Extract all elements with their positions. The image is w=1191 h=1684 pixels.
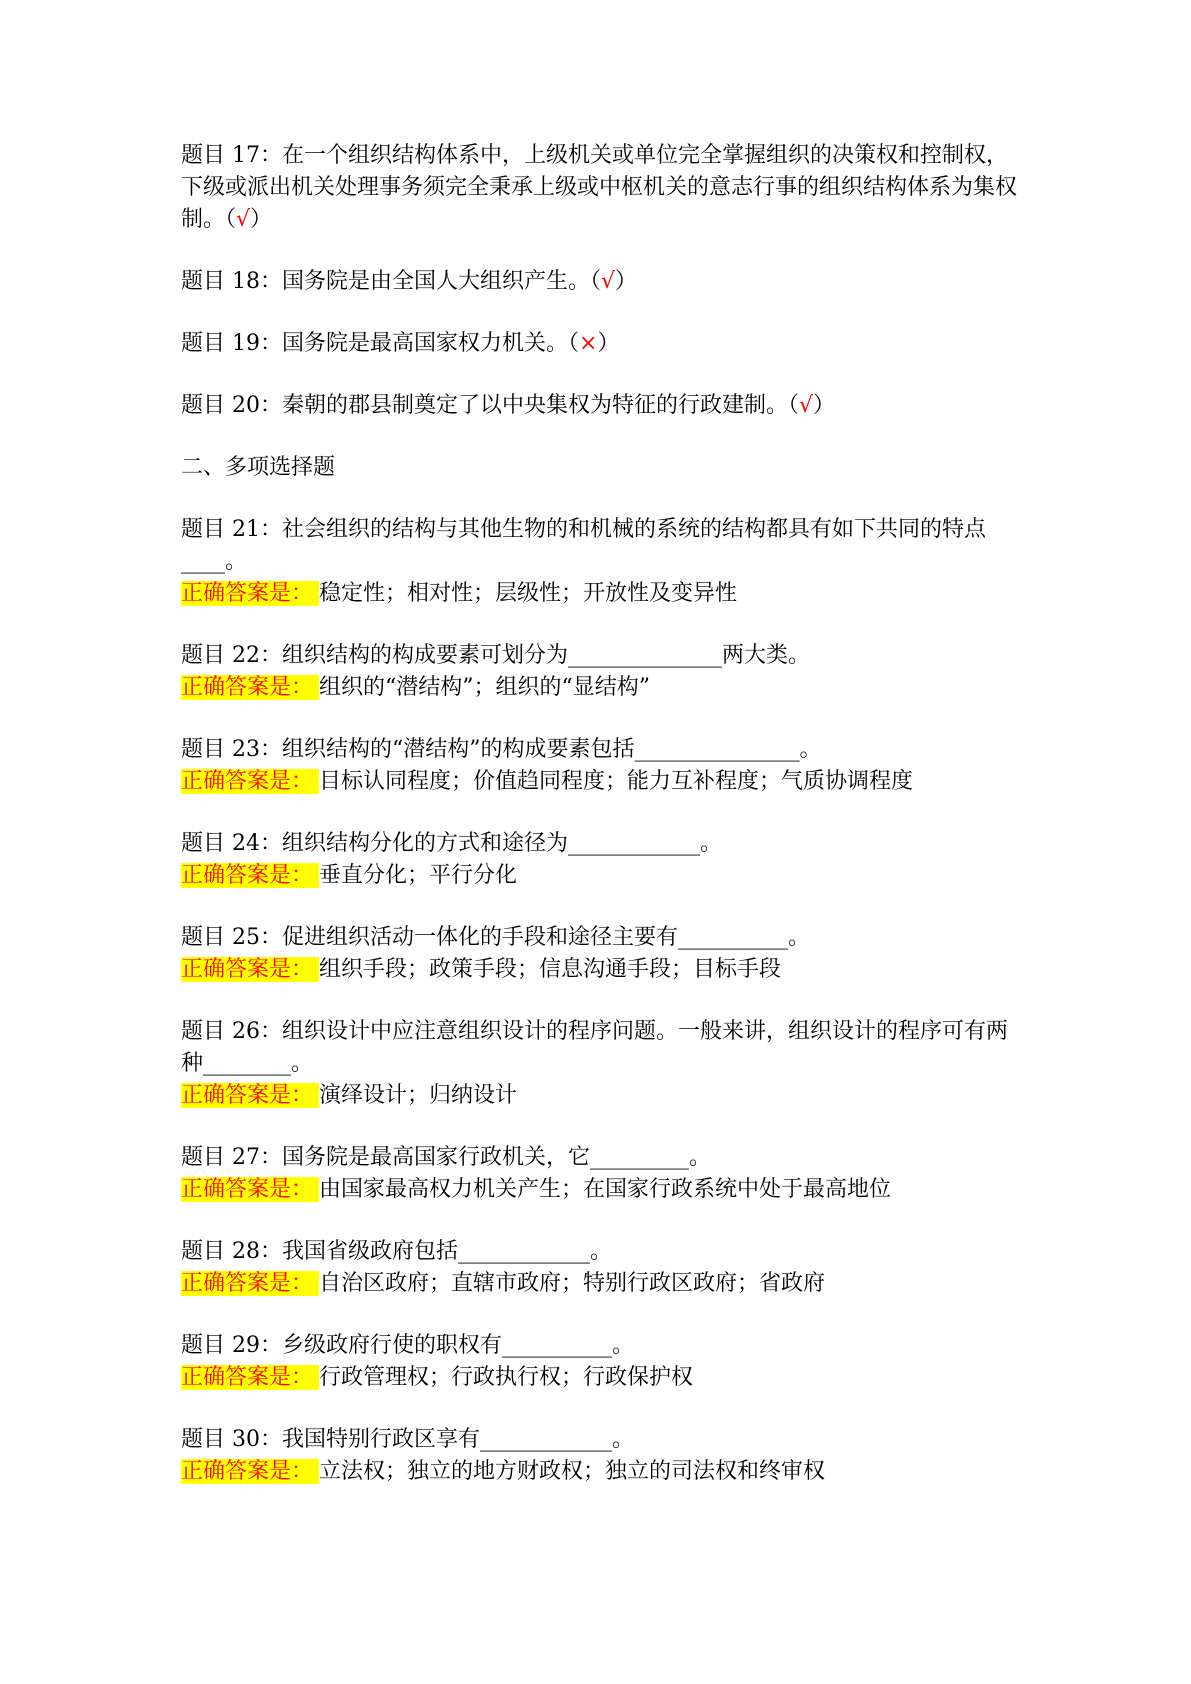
question-26 xyxy=(181,1016,1021,1112)
answer-label: 正确答案是： xyxy=(181,1083,319,1108)
question-30 xyxy=(181,1424,1021,1488)
question-19 xyxy=(181,328,1021,360)
correct-mark: √ xyxy=(799,393,814,418)
question-text: 题目 18：国务院是由全国人大组织产生。（ xyxy=(181,269,601,294)
question-23 xyxy=(181,734,1021,798)
question-text: 题目 26：组织设计中应注意组织设计的程序问题。一般来讲，组织设计的程序可有两种________。 xyxy=(181,1019,1008,1076)
question-text: 题目 28：我国省级政府包括____________。 xyxy=(181,1239,612,1264)
section-heading: 二、多项选择题 xyxy=(181,455,336,480)
answer-line xyxy=(181,578,1021,610)
answer-line xyxy=(181,1080,1021,1112)
answer-line xyxy=(181,672,1021,704)
question-text: 题目 23：组织结构的“潜结构”的构成要素包括_______________。 xyxy=(181,737,822,762)
answer-text: 垂直分化；平行分化 xyxy=(319,863,518,888)
answer-line xyxy=(181,1456,1021,1488)
answer-label: 正确答案是： xyxy=(181,1177,319,1202)
answer-label: 正确答案是： xyxy=(181,863,319,888)
answer-label: 正确答案是： xyxy=(181,1459,319,1484)
question-text: 题目 21：社会组织的结构与其他生物的和机械的系统的结构都具有如下共同的特点____。 xyxy=(181,517,986,574)
answer-line xyxy=(181,954,1021,986)
close-paren: ） xyxy=(597,331,620,356)
answer-line xyxy=(181,1268,1021,1300)
question-25 xyxy=(181,922,1021,986)
answer-line xyxy=(181,766,1021,798)
answer-text: 行政管理权；行政执行权；行政保护权 xyxy=(319,1365,694,1390)
question-17 xyxy=(181,140,1021,236)
wrong-mark: × xyxy=(579,331,598,356)
question-21 xyxy=(181,514,1021,610)
answer-text: 演绎设计；归纳设计 xyxy=(319,1083,518,1108)
question-text: 题目 19：国务院是最高国家权力机关。（ xyxy=(181,331,579,356)
answer-text: 目标认同程度；价值趋同程度；能力互补程度；气质协调程度 xyxy=(319,769,914,794)
answer-text: 稳定性；相对性；层级性；开放性及变异性 xyxy=(319,581,738,606)
answer-line xyxy=(181,1174,1021,1206)
answer-label: 正确答案是： xyxy=(181,1271,319,1296)
answer-line xyxy=(181,1362,1021,1394)
answer-label: 正确答案是： xyxy=(181,769,319,794)
question-27 xyxy=(181,1142,1021,1206)
question-text: 题目 20：秦朝的郡县制奠定了以中央集权为特征的行政建制。（ xyxy=(181,393,799,418)
question-20 xyxy=(181,390,1021,422)
question-24 xyxy=(181,828,1021,892)
question-18 xyxy=(181,266,1021,298)
document-content xyxy=(181,140,1021,1488)
question-text: 题目 17：在一个组织结构体系中，上级机关或单位完全掌握组织的决策权和控制权，下级或派出机关处理事务须完全秉承上级或中枢机关的意志行事的组织结构体系为集权制。（ xyxy=(181,143,1018,232)
question-text: 题目 24：组织结构分化的方式和途径为____________。 xyxy=(181,831,722,856)
close-paren: ） xyxy=(615,269,638,294)
close-paren: ） xyxy=(250,207,273,232)
question-22 xyxy=(181,640,1021,704)
answer-text: 立法权；独立的地方财政权；独立的司法权和终审权 xyxy=(319,1459,826,1484)
question-text: 题目 22：组织结构的构成要素可划分为______________两大类。 xyxy=(181,643,810,668)
answer-text: 组织的“潜结构”；组织的“显结构” xyxy=(319,675,651,700)
question-text: 题目 25：促进组织活动一体化的手段和途径主要有__________。 xyxy=(181,925,810,950)
answer-text: 组织手段；政策手段；信息沟通手段；目标手段 xyxy=(319,957,782,982)
question-text: 题目 27：国务院是最高国家行政机关，它_________。 xyxy=(181,1145,711,1170)
answer-label: 正确答案是： xyxy=(181,581,319,606)
answer-label: 正确答案是： xyxy=(181,957,319,982)
correct-mark: √ xyxy=(236,207,251,232)
answer-label: 正确答案是： xyxy=(181,1365,319,1390)
question-29 xyxy=(181,1330,1021,1394)
answer-text: 由国家最高权力机关产生；在国家行政系统中处于最高地位 xyxy=(319,1177,892,1202)
answer-text: 自治区政府；直辖市政府；特别行政区政府；省政府 xyxy=(319,1271,826,1296)
answer-line xyxy=(181,860,1021,892)
question-28 xyxy=(181,1236,1021,1300)
question-text: 题目 30：我国特别行政区享有____________。 xyxy=(181,1427,634,1452)
close-paren: ） xyxy=(813,393,836,418)
question-text: 题目 29：乡级政府行使的职权有__________。 xyxy=(181,1333,634,1358)
answer-label: 正确答案是： xyxy=(181,675,319,700)
correct-mark: √ xyxy=(601,269,616,294)
